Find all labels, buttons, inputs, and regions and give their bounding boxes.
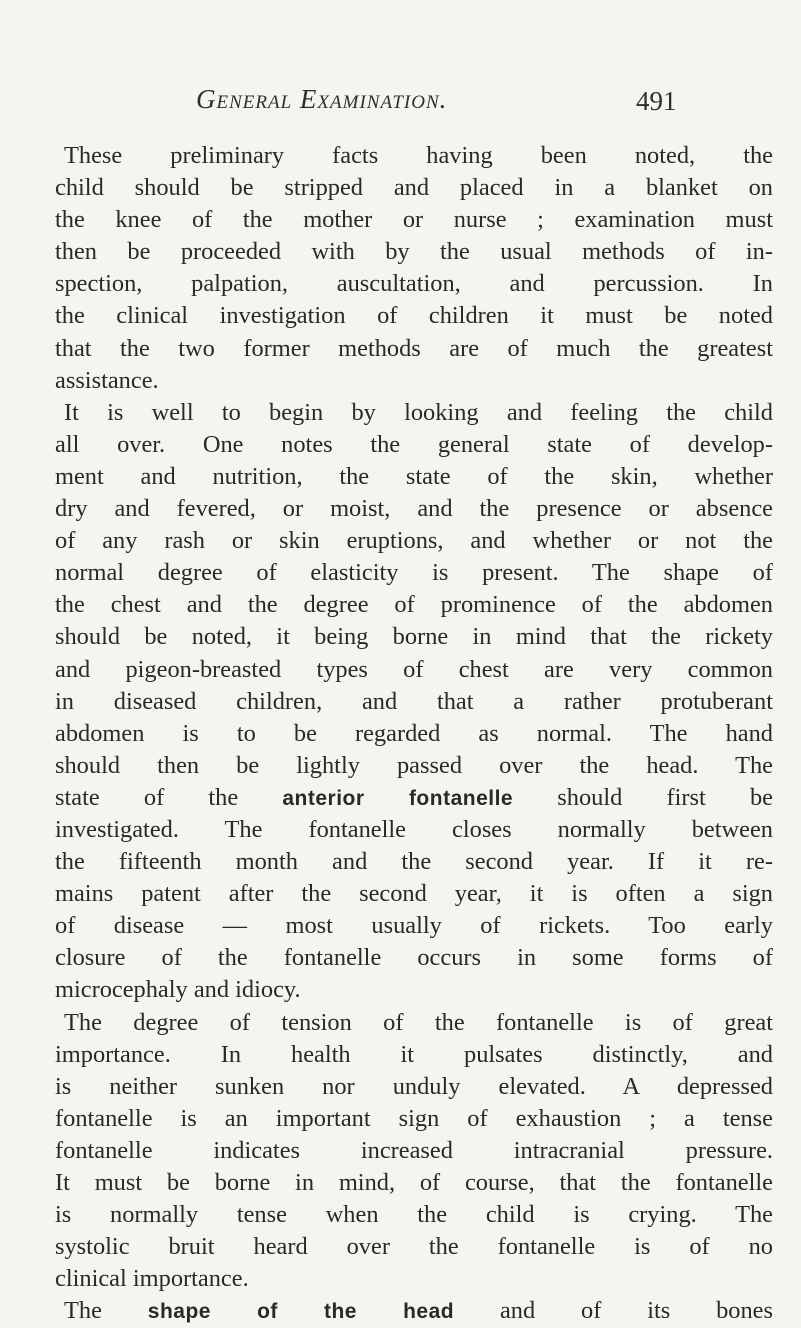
text-line: clinical importance. [55, 1265, 249, 1293]
text-line: mains patent after the second year, it is often a sign [55, 880, 773, 908]
running-title: General Examination. [196, 84, 448, 114]
text-segment: should first be [513, 783, 774, 811]
text-line: fontanelle is an important sign of exhaustion ; a tense [55, 1104, 773, 1132]
text-line: child should be stripped and placed in a blanket on [55, 174, 773, 202]
text-line: systolic bruit heard over the fontanelle is of no [55, 1233, 773, 1261]
text-line: investigated. The fontanelle closes normally between [55, 815, 773, 843]
text-line: the chest and the degree of prominence of the abdomen [55, 591, 773, 619]
text-line: should then be lightly passed over the head. The [55, 751, 773, 779]
text-line: assistance. [55, 366, 159, 394]
text-line: It is well to begin by looking and feeling the child [64, 398, 773, 426]
text-line: and pigeon-breasted types of chest are very common [55, 655, 773, 683]
text-line: is neither sunken nor unduly elevated. A depressed [55, 1072, 773, 1100]
text-line: importance. In health it pulsates distinctly, and [55, 1040, 773, 1068]
bold-term: anterior fontanelle [282, 786, 514, 810]
text-line: abdomen is to be regarded as normal. The hand [55, 719, 773, 747]
text-line: normal degree of elasticity is present. The shape of [55, 559, 773, 587]
text-segment: The [64, 1297, 148, 1325]
text-line: dry and fevered, or moist, and the presence or absence [55, 495, 773, 523]
text-line: the fifteenth month and the second year. If it re- [55, 848, 773, 876]
text-segment: state of the [55, 783, 283, 811]
text-line [55, 782, 773, 814]
body-text [55, 140, 773, 1327]
bold-term: shape of the head [147, 1300, 455, 1324]
text-line: of disease — most usually of rickets. Too early [55, 912, 773, 940]
text-line: closure of the fontanelle occurs in some forms of [55, 944, 773, 972]
text-segment: and of its bones [454, 1297, 773, 1325]
text-line: ment and nutrition, the state of the skin, whether [55, 462, 773, 490]
text-line: the knee of the mother or nurse ; examination must [55, 206, 773, 234]
text-line: fontanelle indicates increased intracranial pressure. [55, 1136, 773, 1164]
text-line: The degree of tension of the fontanelle is of great [64, 1008, 773, 1036]
text-line [55, 1295, 773, 1327]
text-line: the clinical investigation of children it must be noted [55, 302, 773, 330]
text-line: should be noted, it being borne in mind that the rickety [55, 623, 773, 651]
text-line: of any rash or skin eruptions, and whether or not the [55, 527, 773, 555]
text-line: that the two former methods are of much the greatest [55, 334, 773, 362]
text-line: all over. One notes the general state of develop- [55, 430, 773, 458]
text-line: It must be borne in mind, of course, that the fontanelle [55, 1169, 773, 1196]
text-line: then be proceeded with by the usual methods of in- [55, 238, 773, 266]
text-line: in diseased children, and that a rather protuberant [55, 687, 773, 715]
page-number: 491 [636, 86, 677, 116]
text-line: These preliminary facts having been noted, the [64, 142, 773, 169]
text-line: microcephaly and idiocy. [55, 976, 301, 1004]
text-line: spection, palpation, auscultation, and percussion. In [55, 270, 773, 298]
text-line: is normally tense when the child is crying. The [55, 1201, 773, 1229]
